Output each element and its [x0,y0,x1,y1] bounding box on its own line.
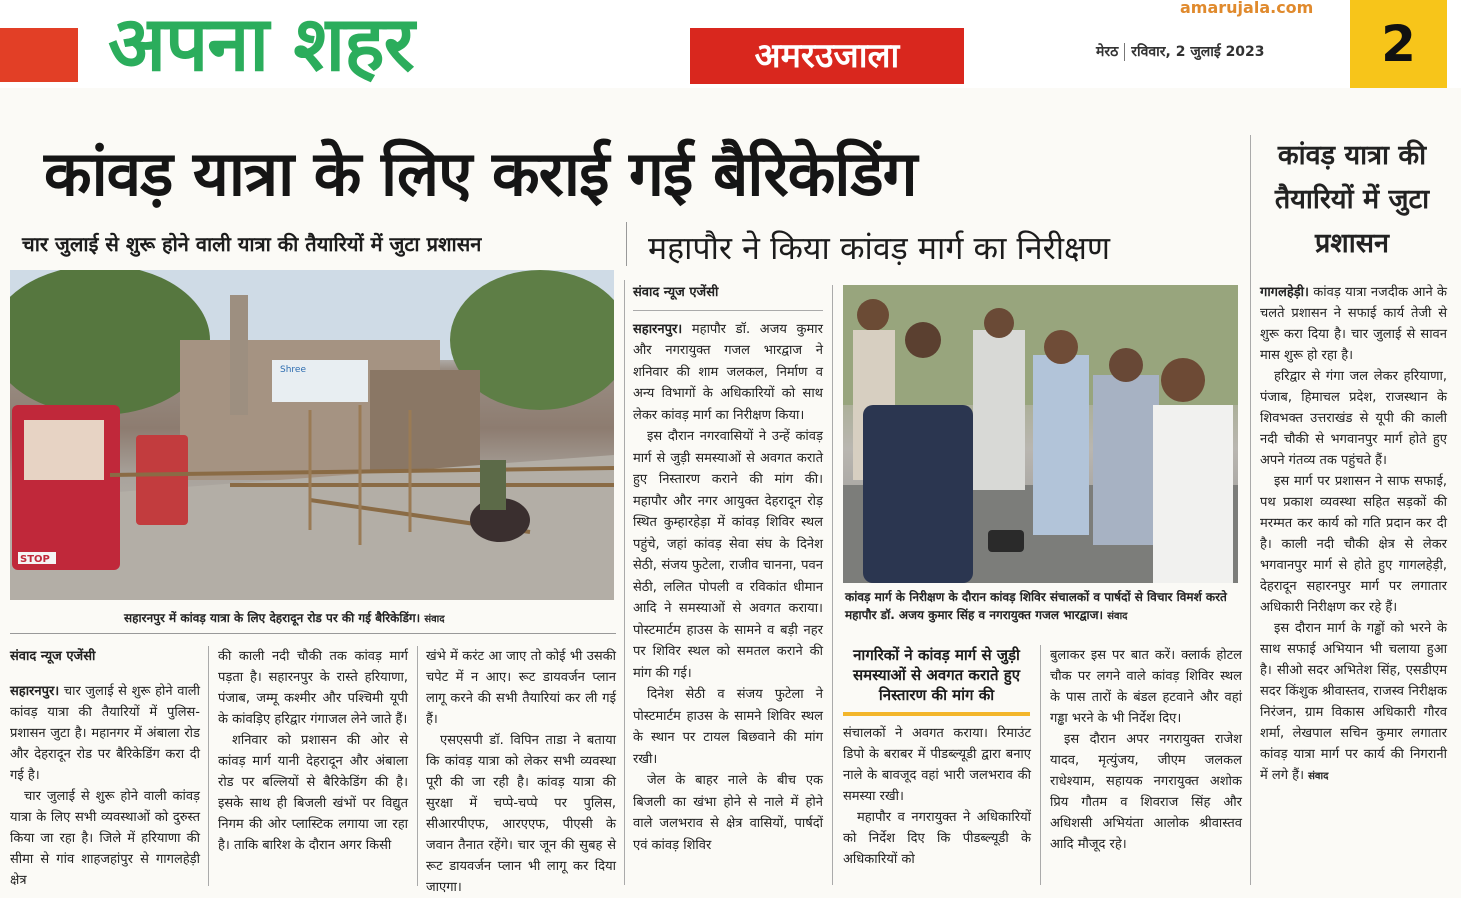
left-agency: संवाद न्यूज एजेंसी [10,649,96,664]
masthead-accent [0,28,78,82]
photo1-caption-text: सहारनपुर में कांवड़ यात्रा के लिए देहरादून रोड पर की गई बैरिकेडिंग। [124,611,421,625]
mid-col1-lead [633,319,823,427]
left-col3-p2: एसएसपी डॉ. विपिन ताडा ने बताया कि कांवड़ यात्रा को लेकर सभी व्यवस्था पूरी की जा रही है। कांवड़ यात्रा की सुरक्षा में चप्पे-चप्पे पर पुलिस, सीआरपीएफ, आरएएफ, पीएसी के जवान तैनात रहेंगे। चार जून की सुबह से रूट डायवर्जन प्लान भी लागू कर दिया जाएगा। [426,733,616,895]
mid-col-1 [633,282,823,856]
left-col-2 [218,646,408,856]
right-p1 [1260,282,1447,366]
left-col-1 [10,646,200,891]
mid-agency: संवाद न्यूज एजेंसी [633,282,823,311]
left-col-divider-1 [208,646,209,886]
right-dateline: गागलहेड़ी। [1260,285,1309,300]
officials-illustration [843,285,1238,583]
barricading-photo [10,270,614,600]
masthead [0,0,1461,88]
stop-sign-text: STOP [20,554,50,565]
inspection-photo [843,285,1238,583]
right-p3: इस मार्ग पर प्रशासन ने साफ सफाई, पथ प्रकाश व्यवस्था सहित सड़कों की मरम्मत कर कार्य को गति प्रदान कर दी है। काली नदी चौकी क्षेत्र से लेकर भगवानपुर मार्ग से होते हुए गागलहेड़ी, देहरादून सहारनपुर मार्ग पर लगातार अधिकारी निरीक्षण कर रहे हैं। [1260,474,1447,615]
left-col2-p2: शनिवार को प्रशासन की ओर से कांवड़ मार्ग यानी देहरादून और अंबाला रोड पर बल्लियों से बैरिकेडिंग की है। इसके साथ ही बिजली खंभों पर विद्युत निगम की ओर प्लास्टिक लगाया जा रहा है। ताकि बारिश के दौरान अगर किसी [218,733,408,853]
right-col [1260,282,1447,787]
right-col-divider [1250,135,1251,885]
photo2-credit: संवाद [1107,611,1128,622]
left-col-divider-2 [417,646,418,886]
right-p1-text: कांवड़ यात्रा नजदीक आने के चलते प्रशासन ने सफाई कार्य तेजी से शुरू करा दिया है। चार जुलाई से सावन मास शुरू हो रहा है। [1260,285,1447,363]
mid-col-divider-2 [832,285,833,885]
left-story-rule [10,633,616,634]
street-illustration [10,270,614,600]
photo2-caption [845,588,1240,626]
dateline-header [1096,42,1265,61]
left-col3-p1: खंभे में करंट आ जाए तो कोई भी उसकी चपेट में न आए। रूट डायवर्जन प्लान लागू करने की सभी तैयारियां कर ली गई हैं। [426,649,616,727]
mid-col1-p3: दिनेश सेठी व संजय फुटेला ने पोस्टमार्टम हाउस के सामने शिविर स्थल के स्थान पर टायल बिछवाने की मांग रखी। [633,687,823,767]
section-title: अपना शहर [108,0,414,88]
mid-col-divider-3 [1040,645,1041,885]
left-col1-lead [10,681,200,786]
mid-col1-lead-text: महापौर डॉ. अजय कुमार और नगरायुक्त गजल भारद्वाज ने शनिवार की शाम जलकल, निर्माण व अन्य विभागों के अधिकारियों को साथ लेकर कांवड़ मार्ग का निरीक्षण किया। [633,321,823,423]
mid-col-3 [1050,645,1242,855]
mid-col2-p1: संचालकों ने अवगत कराया। रिमाउंट डिपो के बराबर में पीडब्ल्यूडी द्वारा बनाए नाले के बावजूद वहां भारी जलभराव की समस्या रखी। [843,726,1031,804]
main-headline: कांवड़ यात्रा के लिए कराई गई बैरिकेडिंग [44,137,917,210]
left-story-subheadline: चार जुलाई से शुरू होने वाली यात्रा की तैयारियों में जुटा प्रशासन [22,232,482,256]
right-p4-text: इस दौरान मार्ग के गड्ढों को भरने के साथ सफाई अभियान भी चलाया हुआ है। सीओ सदर अभितेश सिंह, एसडीएम सदर किंशुक श्रीवास्तव, राजस्व निरीक्षक निरंजन, ग्राम विकास अधिकारी गौरव शर्मा, लेखपाल सचिन कुमार लगातार कांवड़ यात्रा मार्ग पर कार्य की निगरानी में लगे हैं। [1260,621,1447,783]
mid-col3-p1: बुलाकर इस पर बात करें। क्लार्क होटल चौक पर लगने वाले कांवड़ शिविर स्थल के पास तारों के बंडल हटवाने और वहां गड्ढा भरने के भी निर्देश दिए। [1050,648,1242,726]
website-url: amarujala.com [1180,0,1314,17]
date-separator [1124,43,1125,61]
mid-col-divider-left [624,280,625,885]
mid-col2-p2: महापौर व नगरायुक्त ने अधिकारियों को निर्देश दिए कि पीडब्ल्यूडी के अधिकारियों को [843,810,1031,867]
mid-dateline: सहारनपुर। [633,321,683,337]
left-col-3 [426,646,616,898]
subheadline-divider [626,222,627,266]
photo1-caption [124,607,445,631]
photo1-credit: संवाद [424,614,445,625]
mid-col3-p2: इस दौरान अपर नगरायुक्त राजेश यादव, मृत्युंजय, जीएम जलकल राधेश्याम, सहायक नगरायुक्त अशोक प्रिय गौतम व शिवराज सिंह और अधिशसी अभियंता आलोक श्रीवास्तव आदि मौजूद रहे। [1050,732,1242,852]
left-col2-p1: की काली नदी चौकी तक कांवड़ मार्ग पड़ता है। सहारनपुर के रास्ते हरियाणा, पंजाब, जम्मू कश्मीर और पश्चिमी यूपी के कांवड़िए हरिद्वार गंगाजल लेने जाते हैं। [218,649,408,727]
right-p4 [1260,618,1447,787]
edition-city: मेरठ [1096,44,1119,60]
left-dateline: सहारनपुर। [10,684,60,699]
mid-story-subheadline: महापौर ने किया कांवड़ मार्ग का निरीक्षण [648,229,1111,267]
pull-quote: नागरिकों ने कांवड़ मार्ग से जुड़ी समस्याओं से अवगत कराते हुए निस्तारण की मांग की [852,646,1021,704]
right-p2: हरिद्वार से गंगा जल लेकर हरियाणा, पंजाब, हिमाचल प्रदेश, राजस्थान के शिवभक्त उत्तराखंड से यूपी की काली नदी चौकी से भगवानपुर मार्ग होते हुए अपने गंतव्य तक पहुंचते हैं। [1260,369,1447,468]
right-credit: संवाद [1308,771,1329,782]
mid-col1-p2: इस दौरान नगरवासियों ने उन्हें कांवड़ मार्ग से जुड़ी समस्याओं से अवगत कराते हुए निस्तारण कराने की मांग की। महापौर और नगर आयुक्त देहरादून रोड़ स्थित कुम्हारहेड़ा में कांवड़ शिविर स्थल पहुंचे, जहां कांवड़ सेवा संघ के दिनेश सेठी, संजय फुटेला, राजीव चानना, पवन सेठी, ललित पोपली व रविकांत धीमान आदि ने समस्याओं से अवगत कराया। पोस्टमार्टम हाउस के सामने व बड़ी नहर पर शिविर स्थल को समतल कराने की मांग की गई। [633,429,823,681]
pull-quote-underline [843,712,1030,716]
page-number: 2 [1350,0,1447,88]
left-col1-p2: चार जुलाई से शुरू होने वाली कांवड़ यात्रा के लिए सभी व्यवस्थाओं को दुरुस्त किया जा रहा है। जिले में हरियाणा की सीमा से गांव शाहजहांपुर से गागलहेड़ी क्षेत्र [10,789,200,888]
photo2-caption-text: कांवड़ मार्ग के निरीक्षण के दौरान कांवड़ शिविर संचालकों व पार्षदों से विचार विमर्श करते महापौर डॉ. अजय कुमार सिंह व नगरायुक्त गजल भारद्वाज। [845,590,1227,622]
billboard-text: Shree [280,365,306,375]
newspaper-logo: अमरउजाला [690,28,964,84]
mid-col1-p4: जेल के बाहर नाले के बीच एक बिजली का खंभा होने से नाले में होने वाले जलभराव से क्षेत्र वासियों, पार्षदों एवं कांवड़ शिविर [633,773,823,853]
edition-date: रविवार, 2 जुलाई 2023 [1131,44,1265,60]
side-story-headline: कांवड़ यात्रा की तैयारियों में जुटा प्रशासन [1274,140,1430,259]
mid-col-2 [843,723,1031,870]
left-col1-lead-text: चार जुलाई से शुरू होने वाली कांवड़ यात्रा की तैयारियों में पुलिस-प्रशासन जुटा है। महानगर में अंबाला रोड और देहरादून रोड पर बैरिकेडिंग करा दी गई है। [10,684,200,783]
